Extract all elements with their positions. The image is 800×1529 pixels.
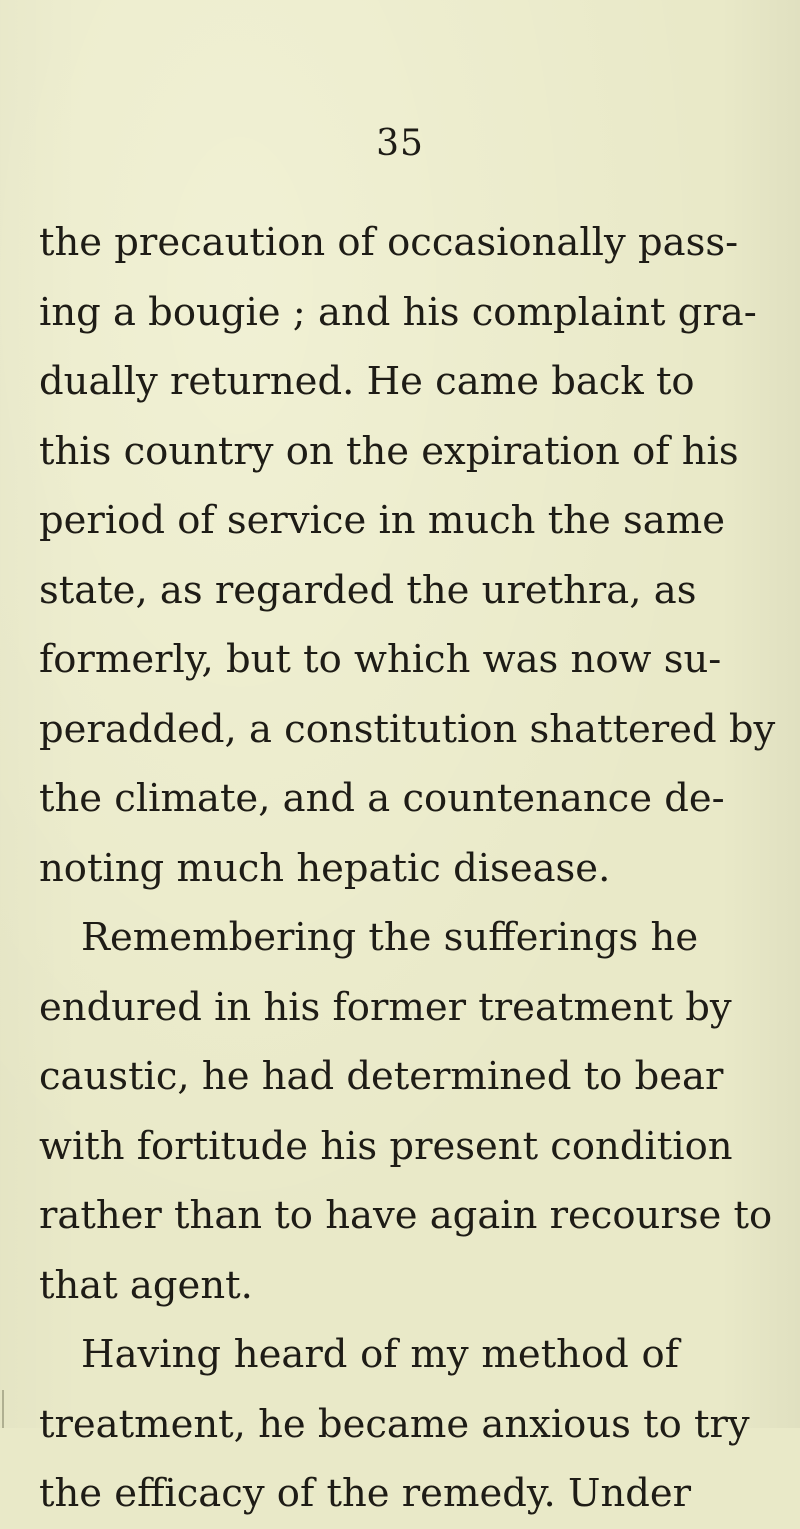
text-line: this country on the expiration of his [39, 428, 739, 474]
text-line: peradded, a constitution shattered by [39, 706, 776, 752]
text-line: Having heard of my method of [81, 1332, 679, 1377]
text-line: ing a bougie ; and his complaint gra- [39, 289, 757, 335]
text-line: dually returned. He came back to [39, 359, 695, 404]
text-line: the climate, and a countenance de- [39, 776, 725, 821]
text-line: state, as regarded the urethra, as [39, 567, 697, 613]
text-line: Remembering the sufferings he [81, 915, 699, 960]
text-line: treatment, he became anxious to try [39, 1401, 750, 1447]
text-line: formerly, but to which was now su- [39, 637, 722, 682]
text-line: noting much hepatic disease. [39, 845, 611, 891]
page-edge-mark [2, 1390, 4, 1428]
text-line: the efficacy of the remedy. Under [39, 1471, 692, 1516]
text-line: endured in his former treatment by [39, 984, 732, 1030]
body-text [39, 208, 776, 1529]
text-line: the precaution of occasionally pass- [39, 220, 739, 265]
text-line: rather than to have again recourse to [39, 1193, 773, 1238]
page-number: 35 [376, 123, 424, 164]
text-line: that agent. [39, 1262, 253, 1308]
text-line: caustic, he had determined to bear [39, 1054, 724, 1099]
text-line: with fortitude his present condition [39, 1123, 733, 1169]
text-line: period of service in much the same [39, 498, 726, 543]
